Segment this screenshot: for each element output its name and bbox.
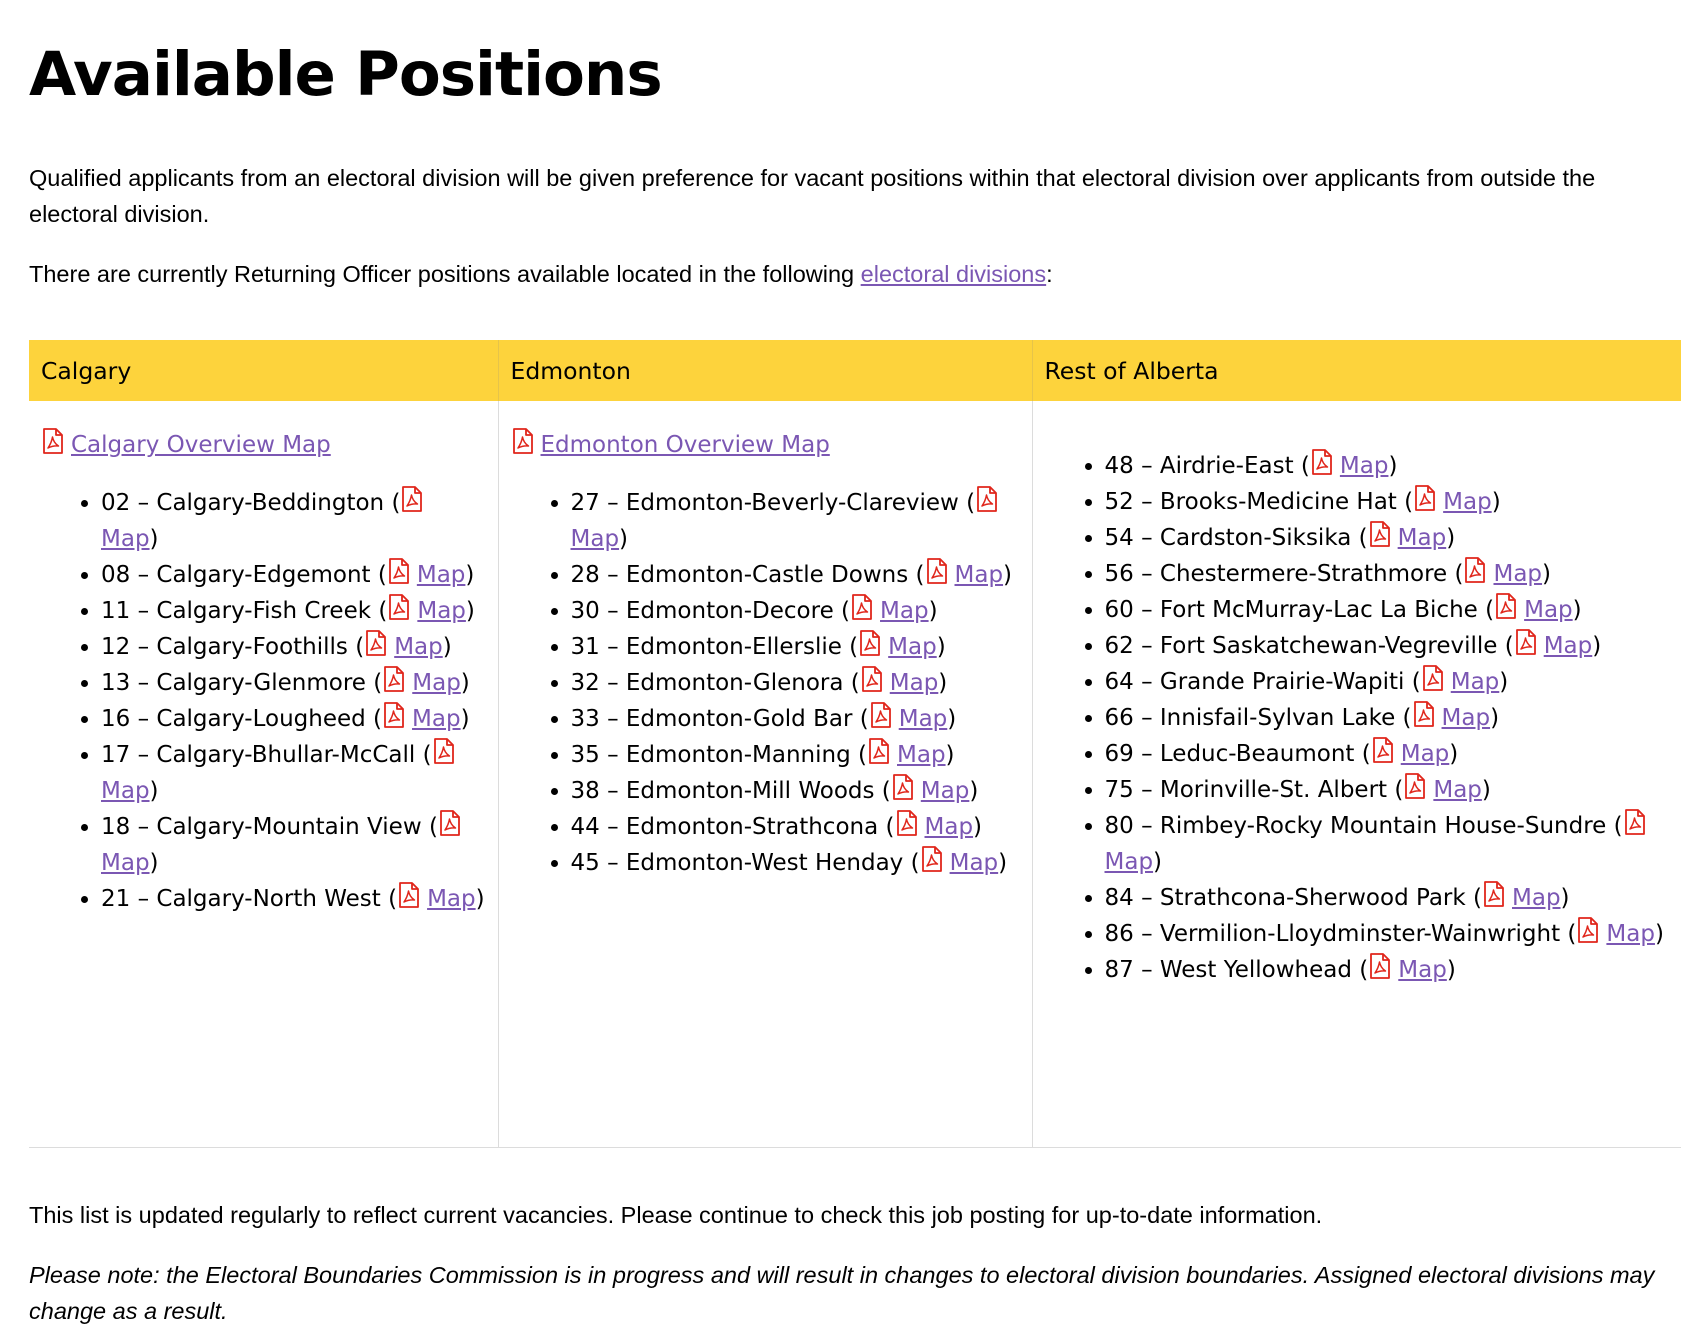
list-item: • 69 – Leduc-Beaumont ( Map) <box>1105 736 1670 772</box>
division-name: 27 – Edmonton-Beverly-Clareview <box>570 490 959 516</box>
list-item: • 52 – Brooks-Medicine Hat ( Map) <box>1105 484 1670 520</box>
list-item: • 64 – Grande Prairie-Wapiti ( Map) <box>1105 664 1670 700</box>
division-name: 52 – Brooks-Medicine Hat <box>1104 489 1397 515</box>
division-name: 80 – Rimbey-Rocky Mountain House-Sundre <box>1104 813 1607 839</box>
pdf-icon <box>1413 485 1437 511</box>
list-item: • 33 – Edmonton-Gold Bar ( Map) <box>571 701 1020 737</box>
pdf-icon <box>1371 737 1395 763</box>
map-link[interactable]: Map <box>101 526 150 552</box>
list-item: • 08 – Calgary-Edgemont ( Map) <box>101 557 486 593</box>
division-name: 45 – Edmonton-West Henday <box>570 850 904 876</box>
list-item: • 45 – Edmonton-West Henday ( Map) <box>571 845 1020 881</box>
division-name: 13 – Calgary-Glenmore <box>101 670 366 696</box>
list-item: • 54 – Cardston-Siksika ( Map) <box>1105 520 1670 556</box>
division-name: 64 – Grande Prairie-Wapiti <box>1104 669 1405 695</box>
map-link[interactable]: Map <box>412 706 461 732</box>
map-link[interactable]: Map <box>897 742 946 768</box>
division-list <box>511 485 1020 881</box>
division-name: 21 – Calgary-North West <box>101 886 381 912</box>
list-item: • 48 – Airdrie-East ( Map) <box>1105 448 1670 484</box>
pdf-icon <box>1514 629 1538 655</box>
list-item: • 31 – Edmonton-Ellerslie ( Map) <box>571 629 1020 665</box>
division-name: 02 – Calgary-Beddington <box>101 490 385 516</box>
map-link[interactable]: Map <box>888 634 937 660</box>
list-item: • 12 – Calgary-Foothills ( Map) <box>101 629 486 665</box>
overview-map-link-row <box>511 427 1020 463</box>
preference-paragraph: Qualified applicants from an electoral division will be given preference for vacant positions within that electoral division over applicants from outside the electoral division. <box>29 165 1596 227</box>
pdf-icon <box>1463 557 1487 583</box>
column-header-calgary: Calgary <box>29 340 498 401</box>
list-item: • 21 – Calgary-North West ( Map) <box>101 881 486 917</box>
overview-map-link[interactable]: Calgary Overview Map <box>71 432 331 458</box>
map-link[interactable]: Map <box>949 850 999 876</box>
division-name: 66 – Innisfail-Sylvan Lake <box>1104 705 1396 731</box>
list-item: • 84 – Strathcona-Sherwood Park ( Map) <box>1105 880 1670 916</box>
pdf-icon <box>382 666 406 692</box>
division-name: 87 – West Yellowhead <box>1104 957 1352 983</box>
division-list <box>41 485 486 917</box>
pdf-icon <box>387 558 411 584</box>
map-link[interactable]: Map <box>1398 957 1447 983</box>
pdf-icon <box>1421 665 1445 691</box>
division-name: 33 – Edmonton-Gold Bar <box>570 706 853 732</box>
positions-colon: : <box>1046 261 1053 287</box>
map-link[interactable]: Map <box>394 634 443 660</box>
column-header-edmonton: Edmonton <box>498 340 1032 401</box>
boundaries-note: Please note: the Electoral Boundaries Commission is in progress and will result in changes to electoral division boundaries. Assigned electoral divisions may change as a result. <box>29 1262 1655 1324</box>
list-item: • 56 – Chestermere-Strathmore ( Map) <box>1105 556 1670 592</box>
division-name: 44 – Edmonton-Strathcona <box>570 814 879 840</box>
map-link[interactable]: Map <box>1443 489 1492 515</box>
map-link[interactable]: Map <box>101 850 150 876</box>
pdf-icon <box>895 810 919 836</box>
division-name: 86 – Vermilion-Lloydminster-Wainwright <box>1104 921 1561 947</box>
division-name: 11 – Calgary-Fish Creek <box>101 598 372 624</box>
pdf-icon <box>891 774 915 800</box>
list-item: • 17 – Calgary-Bhullar-McCall (Map) <box>101 737 486 809</box>
division-name: 69 – Leduc-Beaumont <box>1104 741 1355 767</box>
pdf-icon <box>925 558 949 584</box>
list-item: • 35 – Edmonton-Manning ( Map) <box>571 737 1020 773</box>
map-link[interactable]: Map <box>1512 885 1561 911</box>
list-item: • 44 – Edmonton-Strathcona ( Map) <box>571 809 1020 845</box>
map-link[interactable]: Map <box>924 814 974 840</box>
pdf-icon <box>432 738 456 764</box>
map-link[interactable]: Map <box>417 598 466 624</box>
map-link[interactable]: Map <box>570 526 620 552</box>
list-item: • 75 – Morinville-St. Albert ( Map) <box>1105 772 1670 808</box>
list-item: • 32 – Edmonton-Glenora ( Map) <box>571 665 1020 701</box>
list-item: • 02 – Calgary-Beddington (Map) <box>101 485 486 557</box>
division-name: 30 – Edmonton-Decore <box>570 598 834 624</box>
list-item: • 62 – Fort Saskatchewan-Vegreville ( Map) <box>1105 628 1670 664</box>
list-item: • 16 – Calgary-Lougheed ( Map) <box>101 701 486 737</box>
map-link[interactable]: Map <box>898 706 948 732</box>
map-link[interactable]: Map <box>880 598 929 624</box>
pdf-icon <box>387 594 411 620</box>
division-name: 08 – Calgary-Edgemont <box>101 562 371 588</box>
pdf-icon <box>1623 809 1647 835</box>
map-link[interactable]: Map <box>954 562 1004 588</box>
list-item: • 18 – Calgary-Mountain View (Map) <box>101 809 486 881</box>
division-name: 35 – Edmonton-Manning <box>570 742 851 768</box>
division-name: 60 – Fort McMurray-Lac La Biche <box>1104 597 1478 623</box>
division-name: 28 – Edmonton-Castle Downs <box>570 562 909 588</box>
pdf-icon <box>1576 917 1600 943</box>
division-name: 18 – Calgary-Mountain View <box>101 814 422 840</box>
pdf-icon <box>1368 953 1392 979</box>
electoral-divisions-link[interactable]: electoral divisions <box>860 261 1047 287</box>
map-link[interactable]: Map <box>920 778 970 804</box>
map-link[interactable]: Map <box>1493 561 1543 587</box>
pdf-icon <box>920 846 944 872</box>
division-name: 16 – Calgary-Lougheed <box>101 706 366 732</box>
division-name: 84 – Strathcona-Sherwood Park <box>1104 885 1466 911</box>
list-item: • 66 – Innisfail-Sylvan Lake ( Map) <box>1105 700 1670 736</box>
list-item: • 87 – West Yellowhead ( Map) <box>1105 952 1670 988</box>
pdf-icon <box>382 702 406 728</box>
pdf-icon <box>975 486 999 512</box>
column-header-rest-of-alberta: Rest of Alberta <box>1032 340 1681 401</box>
list-item: • 80 – Rimbey-Rocky Mountain House-Sundre (Map) <box>1105 808 1670 880</box>
list-item: • 60 – Fort McMurray-Lac La Biche ( Map) <box>1105 592 1670 628</box>
map-link[interactable]: Map <box>1400 741 1450 767</box>
pdf-icon <box>511 428 535 454</box>
update-note: This list is updated regularly to reflect current vacancies. Please continue to check this job posting for up-to-date information. <box>29 1202 1323 1228</box>
map-link[interactable]: Map <box>889 670 939 696</box>
list-item: • 13 – Calgary-Glenmore ( Map) <box>101 665 486 701</box>
division-name: 38 – Edmonton-Mill Woods <box>570 778 875 804</box>
pdf-icon <box>858 630 882 656</box>
map-link[interactable]: Map <box>427 886 476 912</box>
edmonton-cell <box>498 401 1032 1148</box>
pdf-icon <box>867 738 891 764</box>
map-link[interactable]: Map <box>416 562 466 588</box>
table-header-row <box>29 340 1681 401</box>
pdf-icon <box>869 702 893 728</box>
pdf-icon <box>850 594 874 620</box>
map-link[interactable]: Map <box>1543 633 1593 659</box>
table-body-row <box>29 401 1681 1148</box>
map-link[interactable]: Map <box>1433 777 1482 803</box>
positions-paragraph <box>29 256 1669 292</box>
overview-map-link-row <box>41 427 486 463</box>
pdf-icon <box>400 486 424 512</box>
pdf-icon <box>1403 773 1427 799</box>
pdf-icon <box>860 666 884 692</box>
pdf-icon <box>1482 881 1506 907</box>
pdf-icon <box>364 630 388 656</box>
division-name: 17 – Calgary-Bhullar-McCall <box>101 742 416 768</box>
pdf-icon <box>397 882 421 908</box>
pdf-icon <box>1412 701 1436 727</box>
map-link[interactable]: Map <box>1339 453 1389 479</box>
list-item: • 30 – Edmonton-Decore ( Map) <box>571 593 1020 629</box>
list-item: • 11 – Calgary-Fish Creek ( Map) <box>101 593 486 629</box>
division-name: 12 – Calgary-Foothills <box>101 634 348 660</box>
map-link[interactable]: Map <box>1606 921 1655 947</box>
rest-of-alberta-cell <box>1032 401 1681 1148</box>
pdf-icon <box>1368 521 1392 547</box>
list-item: • 27 – Edmonton-Beverly-Clareview (Map) <box>571 485 1020 557</box>
pdf-icon <box>1310 449 1334 475</box>
division-name: 56 – Chestermere-Strathmore <box>1104 561 1448 587</box>
map-link[interactable]: Map <box>1104 849 1154 875</box>
list-item: • 28 – Edmonton-Castle Downs ( Map) <box>571 557 1020 593</box>
division-name: 31 – Edmonton-Ellerslie <box>570 634 842 660</box>
list-item: • 38 – Edmonton-Mill Woods ( Map) <box>571 773 1020 809</box>
division-name: 62 – Fort Saskatchewan-Vegreville <box>1104 633 1498 659</box>
division-name: 32 – Edmonton-Glenora <box>570 670 844 696</box>
pdf-icon <box>438 810 462 836</box>
page-title: Available Positions <box>29 39 662 110</box>
map-link[interactable]: Map <box>1397 525 1447 551</box>
division-name: 75 – Morinville-St. Albert <box>1104 777 1388 803</box>
map-link[interactable]: Map <box>1524 597 1573 623</box>
division-name: 48 – Airdrie-East <box>1104 453 1294 479</box>
positions-table <box>29 340 1681 1148</box>
map-link[interactable]: Map <box>101 778 150 804</box>
division-name: 54 – Cardston-Siksika <box>1104 525 1352 551</box>
division-list <box>1045 448 1670 988</box>
positions-text: There are currently Returning Officer positions available located in the following <box>29 261 861 287</box>
calgary-cell <box>29 401 498 1148</box>
map-link[interactable]: Map <box>1441 705 1491 731</box>
map-link[interactable]: Map <box>412 670 461 696</box>
map-link[interactable]: Map <box>1450 669 1500 695</box>
overview-map-link[interactable]: Edmonton Overview Map <box>540 432 830 458</box>
pdf-icon <box>1494 593 1518 619</box>
list-item: • 86 – Vermilion-Lloydminster-Wainwright ( Map) <box>1105 916 1670 952</box>
pdf-icon <box>41 428 65 454</box>
